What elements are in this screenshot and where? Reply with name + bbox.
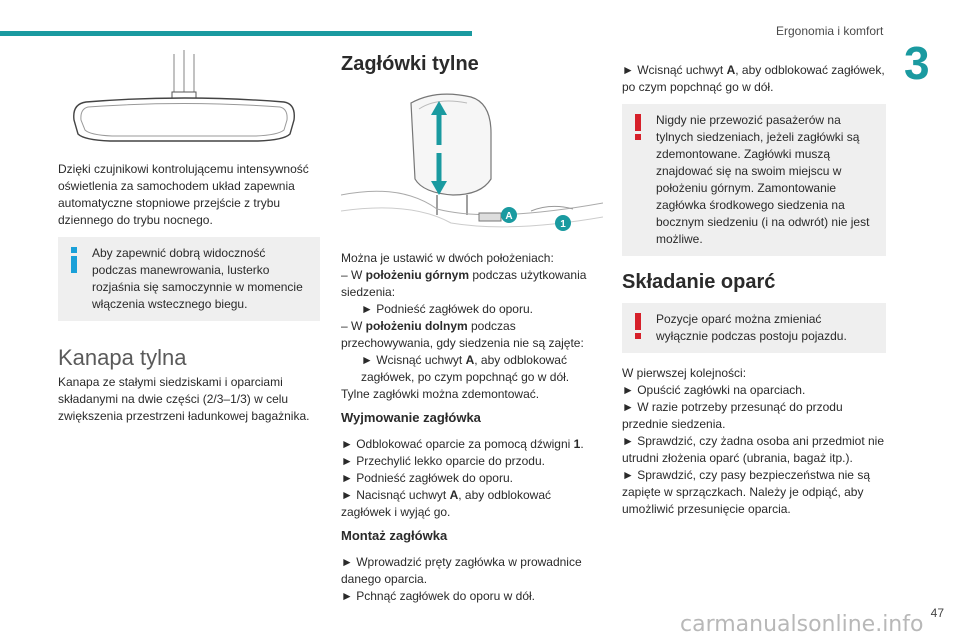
remove-step-2: ► Przechylić lekko oparcie do przodu. [341,454,545,468]
removable-note: Tylne zagłówki można zdemontować. [341,387,540,401]
heading-remove-headrest: Wyjmowanie zagłówka [341,410,481,425]
section-title: Ergonomia i komfort [776,24,884,38]
heading-rear-bench: Kanapa tylna [58,345,187,370]
first-steps-label: W pierwszej kolejności: [622,366,747,380]
lower-position: – W położeniu dolnym podczas przechowywania, gdy siedzenia nie są zajęte: [341,319,584,350]
warning-text-stationary: Pozycje oparć można zmieniać wyłącznie podczas postoju pojazdu. [656,312,847,343]
remove-step-3: ► Podnieść zagłówek do oporu. [341,471,513,485]
column-right [622,62,886,518]
warning-icon [634,114,642,140]
mount-step-2: ► Pchnąć zagłówek do oporu w dół. [341,589,535,603]
lower-position-step: ► Wcisnąć uchwyt A, aby odblokować zagłówek, po czym popchnąć go w dół. [361,353,570,384]
remove-step-1: ► Odblokować oparcie za pomocą dźwigni 1. [341,437,584,451]
label-1: 1 [560,219,566,230]
warning-icon [634,313,642,339]
fold-step-4: ► Sprawdzić, czy pasy bezpieczeństwa nie są zapięte w sprzączkach. Należy je odpiąć, aby umożliwić przesunięcie oparcia. [622,468,870,516]
label-a: A [505,211,513,222]
warning-box-passengers [622,104,886,256]
warning-text-passengers: Nigdy nie przewozić pasażerów na tylnych siedzeniach, jeżeli zagłówki są zdemontowane. Zagłówki muszą znajdować się na swoim miejscu w położeniu górnym. Zamontowanie zagłówka środkowego siedzenia na bocznym siedzeniu (i na odwrót) nie jest możliwe. [656,113,870,246]
rearview-mirror-illustration [58,44,320,150]
rear-bench-description: Kanapa ze stałymi siedziskami i oparciami składanymi na dwie części (2/3–1/3) w celu zwiększenia przestrzeni ładunkowej bagażnika. [58,375,310,423]
heading-mount-headrest: Montaż zagłówka [341,528,448,543]
fold-step-1: ► Opuścić zagłówki na oparciach. [622,383,806,397]
info-box [58,237,320,321]
top-accent-bar [0,31,472,36]
upper-position: – W położeniu górnym podczas użytkowania siedzenia: [341,268,587,299]
watermark: carmanualsonline.info [680,612,924,637]
heading-rear-headrests: Zagłówki tylne [341,53,479,75]
info-icon [70,247,78,273]
mirror-description: Dzięki czujnikowi kontrolującemu intensywność oświetlenia za samochodem układ zapewnia automatyczne stopniowe przejście z trybu dziennego do trybu nocnego. [58,162,309,227]
fold-step-2: ► W razie potrzeby przesunąć do przodu przednie siedzenia. [622,400,843,431]
upper-position-step: ► Podnieść zagłówek do oporu. [361,302,533,316]
column-left [58,44,320,433]
warning-box-stationary [622,303,886,353]
info-text: Aby zapewnić dobrą widoczność podczas manewrowania, lusterko rozjaśnia się samoczynnie w momencie włączenia wstecznego biegu. [92,246,303,311]
column-middle [341,53,603,605]
chapter-number: 3 [904,37,930,89]
mount-step-1: ► Wprowadzić pręty zagłówka w prowadnice danego oparcia. [341,555,582,586]
page-number: 47 [930,606,944,620]
heading-folding-backrests: Składanie oparć [622,271,776,293]
positions-intro: Można je ustawić w dwóch położeniach: [341,251,554,265]
fold-step-3: ► Sprawdzić, czy żadna osoba ani przedmiot nie utrudni złożenia oparć (ubrania, bagaż itp.). [622,434,885,465]
unlock-step: ► Wcisnąć uchwyt A, aby odblokować zagłówek, po czym popchnąć go w dół. [622,63,885,94]
headrest-illustration [341,83,603,233]
remove-step-4: ► Nacisnąć uchwyt A, aby odblokować zagłówek i wyjąć go. [341,488,551,519]
